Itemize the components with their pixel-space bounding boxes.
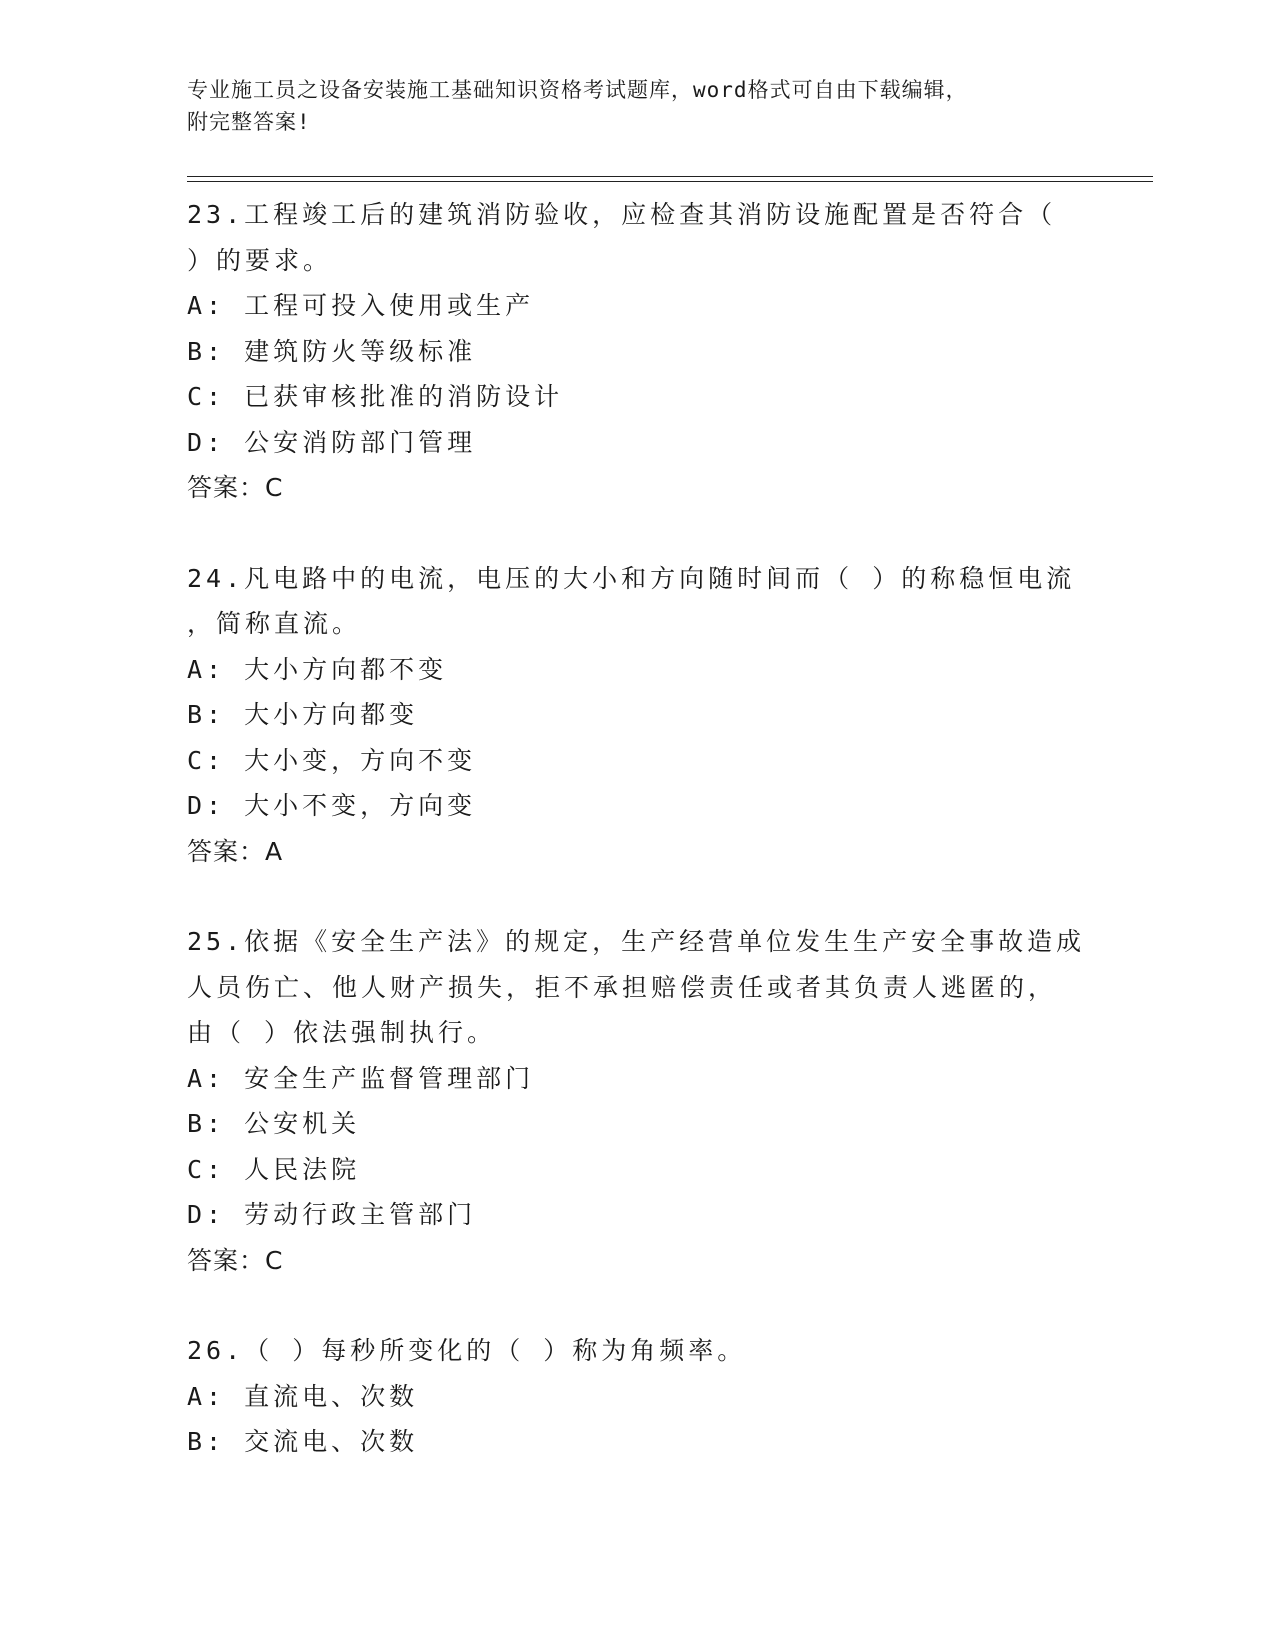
question-23	[187, 192, 1087, 511]
question-stem-line: 26.（ ）每秒所变化的（ ）称为角频率。	[187, 1336, 747, 1365]
header-line-1: 专业施工员之设备安装施工基础知识资格考试题库，word格式可自由下载编辑，	[187, 78, 968, 102]
question-stem-line: 24.凡电路中的电流，电压的大小和方向随时间而（ ）的称稳恒电流	[187, 563, 1076, 593]
question-stem-line: 人员伤亡、他人财产损失，拒不承担赔偿责任或者其负责人逃匿的，	[187, 972, 1058, 1002]
answer-text: 答案：C	[187, 1245, 284, 1275]
question-25	[187, 919, 1087, 1283]
question-stem-line: ，简称直流。	[187, 609, 362, 638]
option-c: C: 大小变，方向不变	[187, 745, 477, 775]
question-24	[187, 556, 1087, 875]
question-stem-line: 23.工程竣工后的建筑消防验收，应检查其消防设施配置是否符合（	[187, 200, 1057, 229]
option-a: A: 直流电、次数	[187, 1381, 419, 1411]
option-b: B: 交流电、次数	[187, 1427, 419, 1456]
answer-text: 答案：C	[187, 473, 284, 502]
option-c: C: 已获审核批准的消防设计	[187, 382, 564, 411]
answer-text: 答案：A	[187, 836, 284, 866]
option-c: C: 人民法院	[187, 1154, 361, 1184]
option-d: D: 劳动行政主管部门	[187, 1200, 477, 1229]
option-a: A: 大小方向都不变	[187, 654, 448, 684]
option-a: A: 安全生产监督管理部门	[187, 1063, 535, 1093]
option-b: B: 大小方向都变	[187, 700, 419, 729]
option-d: D: 公安消防部门管理	[187, 427, 477, 457]
option-b: B: 公安机关	[187, 1109, 361, 1138]
option-d: D: 大小不变，方向变	[187, 791, 477, 820]
question-stem-line: 由（ ）依法强制执行。	[187, 1018, 497, 1047]
document-header	[187, 74, 1087, 138]
option-a: A: 工程可投入使用或生产	[187, 291, 535, 320]
question-26	[187, 1328, 1087, 1465]
question-stem-line: ）的要求。	[187, 245, 333, 275]
question-list	[187, 192, 1087, 1510]
option-b: B: 建筑防火等级标准	[187, 336, 477, 366]
question-stem-line: 25.依据《安全生产法》的规定，生产经营单位发生生产安全事故造成	[187, 927, 1086, 956]
header-line-2: 附完整答案!	[187, 110, 311, 134]
header-divider	[187, 176, 1153, 182]
